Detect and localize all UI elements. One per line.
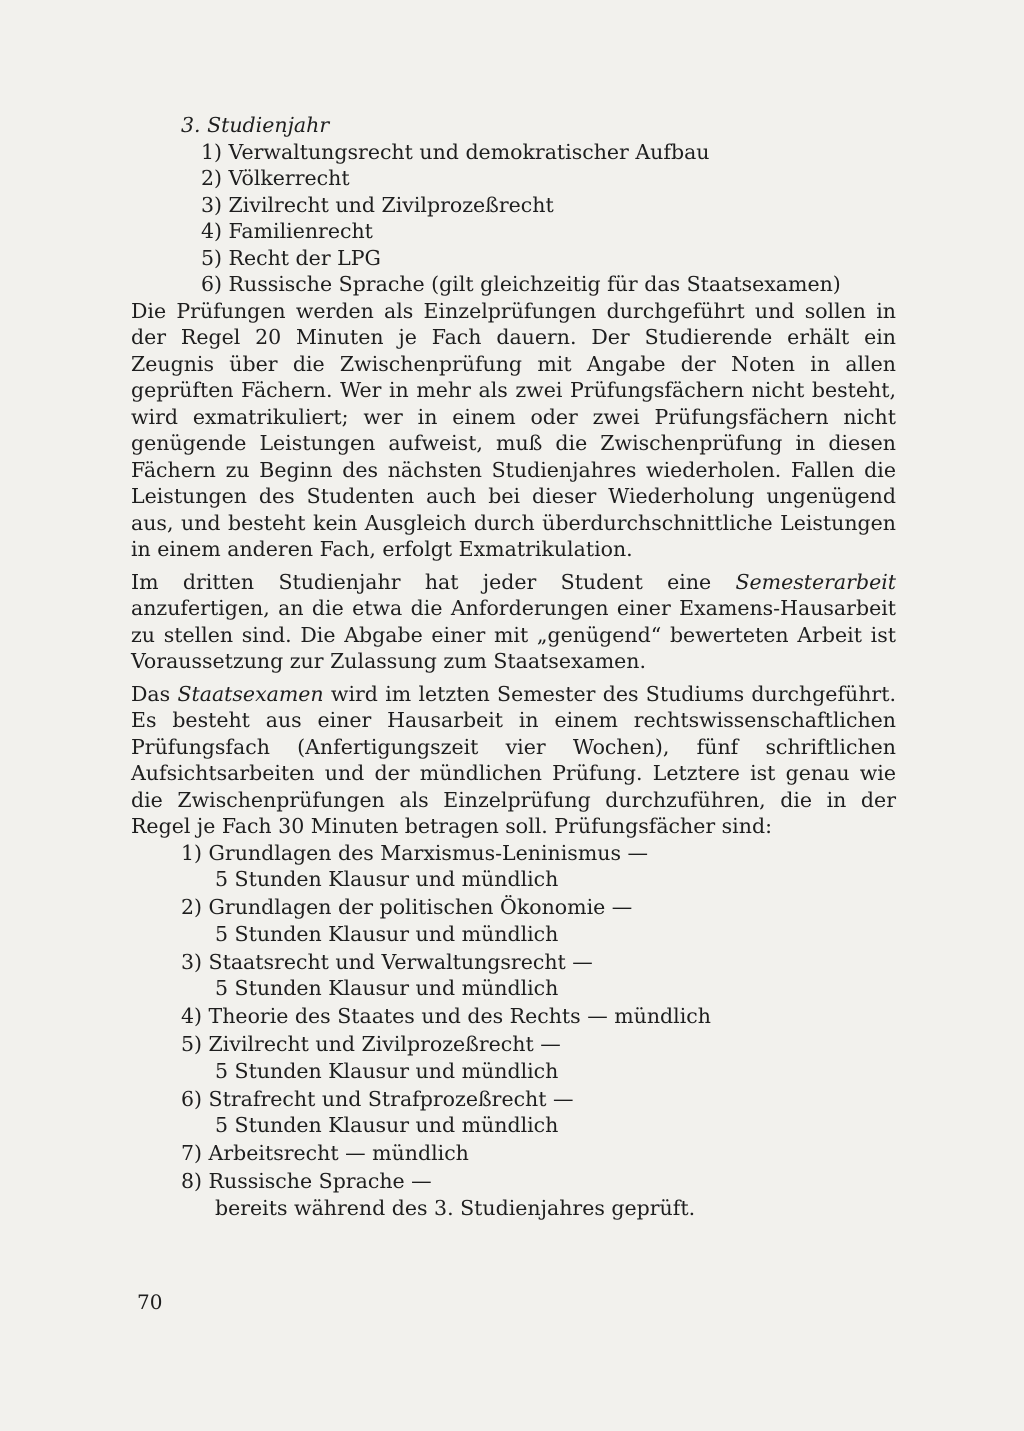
section-heading: 3. Studienjahr (181, 113, 330, 137)
list-item: 5) Recht der LPG (201, 245, 381, 270)
paragraph-exams: Die Prüfungen werden als Einzelprüfungen durchgeführt und sollen in der Regel 20 Minuten je Fach dauern. Der Studierende erhält ein Zeugnis über die Zwischenprüfung mit Angabe der Noten in allen geprüften Fächern. Wer in mehr als zwei Prüfungsfächern nicht besteht, wird exmatrikuliert; wer in einem oder zwei Prüfungsfächern nicht genügende Leistungen aufweist, muß die Zwischenprüfung in diesen Fächern zu Beginn des nächsten Studienjahres wiederholen. Fallen die Leistungen des Studenten auch bei dieser Wiederholung ungenügend aus, und besteht kein Ausgleich durch überdurchschnittliche Leistungen in einem anderen Fach, erfolgt Exmatrikulation. (131, 298, 896, 561)
year3-subject-list (131, 139, 896, 298)
list-item: 1) Verwaltungsrecht und demokratischer Aufbau (201, 139, 710, 164)
list-item (181, 1003, 896, 1030)
page-body (131, 112, 896, 1223)
list-item-main: 3) Staatsrecht und Verwaltungsrecht — (181, 949, 593, 974)
list-item-main: 8) Russische Sprache — (181, 1169, 432, 1193)
list-item-detail: 5 Stunden Klausur und mündlich (215, 921, 559, 946)
list-item (181, 1168, 896, 1221)
paragraph-text: wird im letzten Semester des Studiums durchgeführt. Es besteht aus einer Hausarbeit in einem rechtswissenschaftlichen Prüfungsfach (Anfertigungszeit vier Wochen), fünf schriftlichen Aufsichtsarbeiten und der mündlichen Prüfung. Letztere ist genau wie die Zwischenprüfungen als Einzelprüfung durchzuführen, die in der Regel je Fach 30 Minuten betragen soll. Prüfungsfächer sind: (131, 681, 896, 838)
paragraph-semester-work (131, 569, 896, 675)
paragraph-state-exam (131, 681, 896, 840)
list-item: 2) Völkerrecht (201, 166, 350, 190)
list-item-main: 5) Zivilrecht und Zivilprozeßrecht — (181, 1032, 561, 1056)
list-item-main: 1) Grundlagen des Marxismus-Leninismus — (181, 840, 649, 865)
list-item (181, 1031, 896, 1084)
paragraph-text: Im dritten Studienjahr hat jeder Student eine (131, 569, 736, 594)
list-item (181, 949, 896, 1002)
list-item (181, 1140, 896, 1167)
paragraph-text: Das (131, 681, 178, 706)
list-item-main: 7) Arbeitsrecht — mündlich (181, 1141, 469, 1165)
list-item-main: 4) Theorie des Staates und des Rechts — mündlich (181, 1004, 711, 1028)
list-item: 3) Zivilrecht und Zivilprozeßrecht (201, 192, 554, 217)
list-item (181, 840, 896, 893)
list-item-detail: 5 Stunden Klausur und mündlich (215, 1113, 559, 1137)
list-item-detail: 5 Stunden Klausur und mündlich (215, 1058, 559, 1083)
list-item-detail: 5 Stunden Klausur und mündlich (215, 976, 559, 1000)
list-item (181, 1086, 896, 1139)
exam-subject-list (131, 840, 896, 1222)
list-item-detail: bereits während des 3. Studienjahres geprüft. (215, 1195, 696, 1220)
list-item-main: 2) Grundlagen der politischen Ökonomie — (181, 895, 633, 919)
list-item: 6) Russische Sprache (gilt gleichzeitig für das Staatsexamen) (201, 272, 841, 296)
list-item-detail: 5 Stunden Klausur und mündlich (215, 867, 559, 891)
paragraph-text: anzufertigen, an die etwa die Anforderungen einer Examens-Hausarbeit zu stellen sind. Die Abgabe einer mit „genügend“ bewerteten Arbeit ist Voraussetzung zur Zulassung zum Staatsexamen. (131, 596, 896, 673)
list-item: 4) Familienrecht (201, 219, 373, 243)
list-item (181, 894, 896, 947)
emphasis-term: Staatsexamen (177, 681, 324, 706)
page-number: 70 (137, 1290, 163, 1314)
emphasis-term: Semesterarbeit (735, 569, 896, 594)
list-item-main: 6) Strafrecht und Strafprozeßrecht — (181, 1086, 574, 1111)
